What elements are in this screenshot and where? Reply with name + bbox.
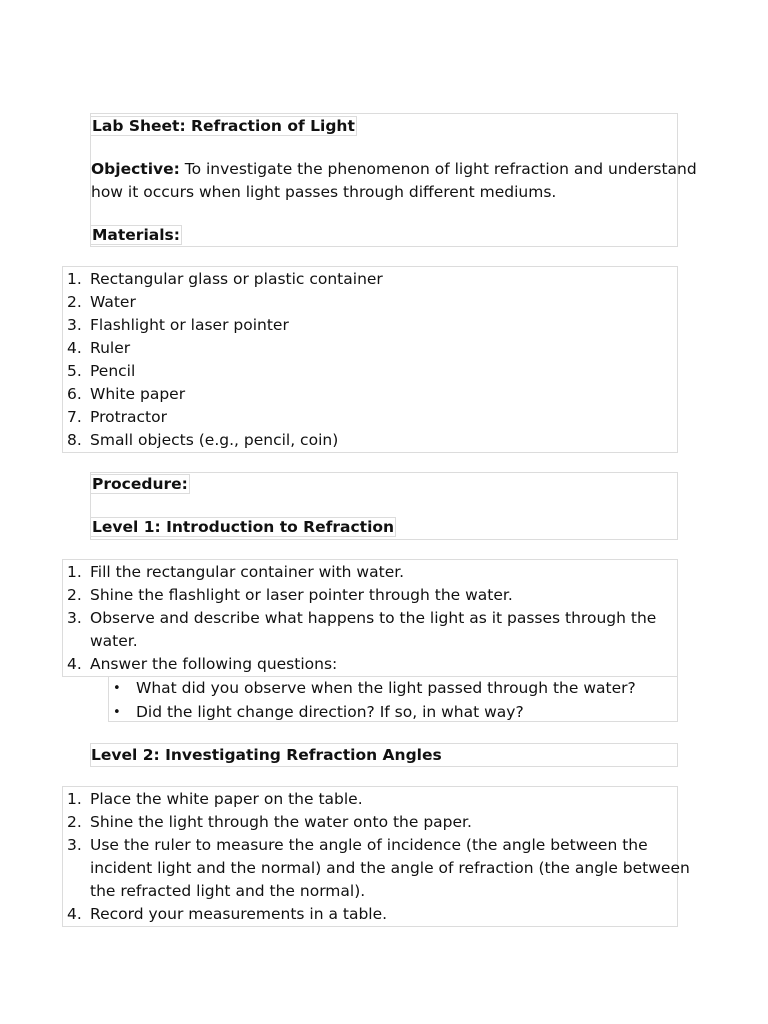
objective-line-1: [91, 158, 697, 181]
level2-heading-block: [90, 743, 678, 767]
level2-heading: Level 2: Investigating Refraction Angles: [91, 746, 442, 764]
level1-questions: • What did you observe when the light passed through the water? • Did the light change direction? If so, in what way?: [108, 676, 678, 722]
intro-block: [90, 113, 697, 247]
level1-heading: Level 1: Introduction to Refraction: [92, 518, 395, 536]
level2-steps: 1. Place the white paper on the table. 2. Shine the light through the water onto the paper. 3. Use the ruler to measure the angle of incidence (the angle between the incident light and the normal) and the angle of refraction (the angle between the refracted light and the normal). 4. Record your measurements in a table.: [62, 786, 678, 927]
level2-heading-line: [91, 744, 442, 767]
page-title: Lab Sheet: Refraction of Light: [92, 117, 355, 135]
page-title-line: [91, 115, 357, 138]
level1-heading-line: [91, 516, 396, 539]
objective-line-2: [91, 181, 556, 204]
materials-heading-line: [91, 224, 182, 247]
bullet-icon: •: [113, 705, 121, 720]
materials-heading: Materials:: [92, 226, 180, 244]
objective-text-1: To investigate the phenomenon of light refraction and understand: [179, 160, 697, 178]
procedure-block: [90, 472, 678, 540]
level1-steps: 1. Fill the rectangular container with water. 2. Shine the flashlight or laser pointer through the water. 3. Observe and describe what happens to the light as it passes through the water. 4. Answer the following questions:: [62, 559, 678, 677]
objective-text-2: how it occurs when light passes through different mediums.: [91, 183, 557, 201]
materials-list: 1. Rectangular glass or plastic container 2. Water 3. Flashlight or laser pointer 4. Ruler 5. Pencil 6. White paper 7. Protractor 8. Small objects (e.g., pencil, coin): [62, 266, 678, 453]
procedure-heading: Procedure:: [92, 475, 188, 493]
objective-label: Objective:: [91, 160, 180, 178]
procedure-heading-line: [91, 473, 190, 496]
bullet-icon: •: [113, 681, 121, 696]
